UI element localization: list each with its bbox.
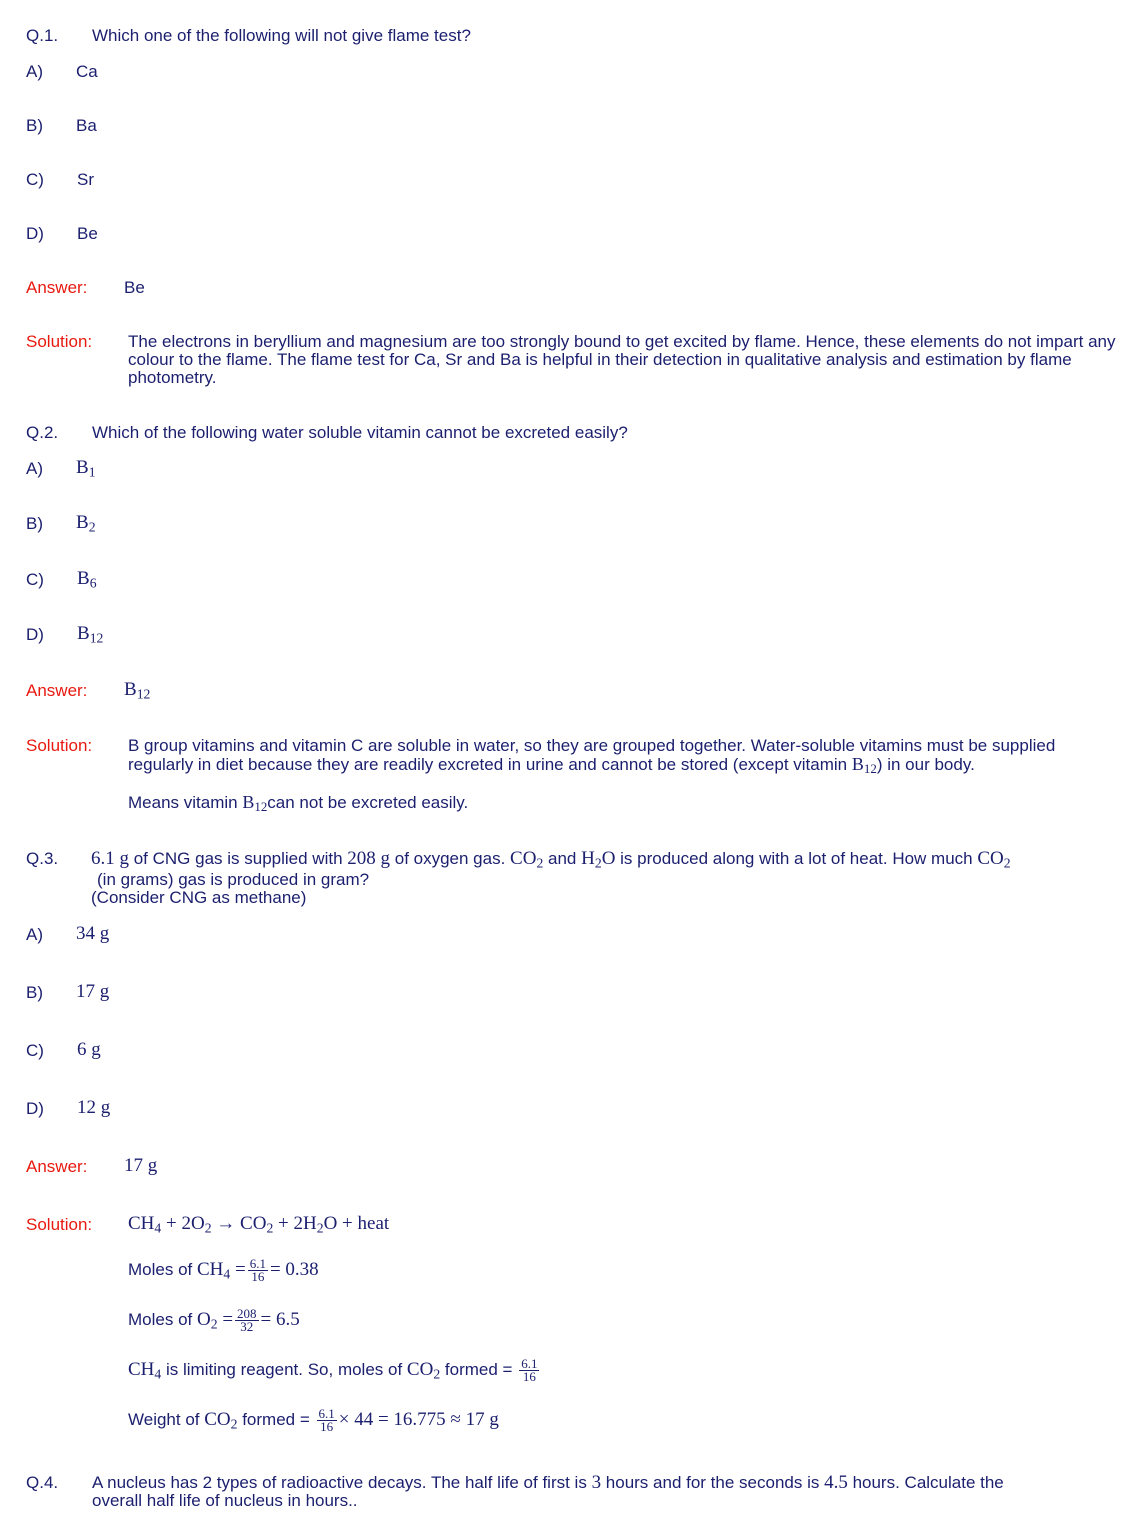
option-label: D) [26, 1099, 44, 1118]
option-value: 6 g [77, 1039, 101, 1060]
option-label: C) [26, 570, 44, 589]
option-label: B) [26, 514, 43, 533]
solution-text: The electrons in beryllium and magnesium are too strongly bound to get excited by flame. Hence, these elements do not impart any colour to the flame. The flame test for Ca, Sr and Ba is helpful in their detection in qualitative analysis and estimation by flame photometry. [128, 332, 1116, 387]
answer-label: Answer: [26, 681, 88, 700]
question-text: (Consider CNG as methane) [91, 888, 307, 907]
option-value: $B_6$ [77, 568, 97, 591]
option-value: Ba [76, 116, 97, 135]
solution-step: Moles of $O_2$ = $\frac{208}{32}$ = 6.5 [128, 1306, 300, 1335]
option-label: A) [26, 62, 43, 81]
solution-step: Moles of $CH_4$ = $\frac{6.1}{16}$ = 0.38 [128, 1256, 319, 1285]
solution-text: Means vitamin $B_{12}can$ not be excreted easily. [128, 792, 469, 815]
answer-value: 17 g [124, 1155, 158, 1176]
option-value: Be [77, 224, 98, 243]
option-value: Ca [76, 62, 98, 81]
answer-label: Answer: [26, 1157, 88, 1176]
solution-label: Solution: [26, 332, 93, 351]
question-number: Q.2. [26, 423, 59, 442]
option-value: 34 g [76, 923, 110, 944]
question-number: Q.4. [26, 1473, 59, 1492]
option-label: A) [26, 925, 43, 944]
option-label: D) [26, 224, 44, 243]
answer-value: Be [124, 278, 145, 297]
solution-step: $CH_4$ is limiting reagent. So, moles of $CO_2$ formed = $\frac{6.1}{16}$ [128, 1356, 538, 1385]
reaction-equation: $CH_4 + 2O_2 \to CO_2 + 2H_2O$ + heat [128, 1213, 390, 1236]
question-text: Which of the following water soluble vitamin cannot be excreted easily? [92, 423, 628, 442]
option-value: 17 g [76, 981, 110, 1002]
question-number: Q.3. [26, 849, 59, 868]
option-value: $B_1$ [76, 457, 96, 480]
question-text: Which one of the following will not give flame test? [92, 26, 471, 45]
option-value: $B_2$ [76, 512, 96, 535]
option-label: A) [26, 459, 43, 478]
question-text: A nucleus has 2 types of radioactive decays. The half life of first is 3 hours and for the seconds is 4.5 hours. Calculate the [92, 1472, 1004, 1493]
option-label: C) [26, 170, 44, 189]
option-value: $B_{12}$ [77, 623, 104, 646]
solution-step: Weight of $CO_2$ formed = $\frac{6.1}{16}$ × 44 = 16.775 ≈ 17 g [128, 1406, 499, 1435]
solution-label: Solution: [26, 1215, 93, 1234]
option-label: C) [26, 1041, 44, 1060]
answer-label: Answer: [26, 278, 88, 297]
solution-text: B group vitamins and vitamin C are soluble in water, so they are grouped together. Water-soluble vitamins must be supplied regularly in diet because they are readily excreted in urine and cannot be stored (except vitamin $B_{12}$) in our body. [128, 736, 1056, 777]
answer-value: $B_{12}$ [124, 679, 151, 702]
question-number: Q.1. [26, 26, 59, 45]
option-value: Sr [77, 170, 94, 189]
question-text: overall half life of nucleus in hours.. [92, 1491, 358, 1510]
solution-label: Solution: [26, 736, 93, 755]
option-label: B) [26, 116, 43, 135]
question-text: 6.1 g of CNG gas is supplied with 208 g of oxygen gas. $CO_2$ and $H_2O$ is produced along with a lot of heat. How much $CO_2$ [91, 848, 1011, 871]
question-text: (in grams) gas is produced in gram? [97, 870, 370, 889]
option-label: D) [26, 625, 44, 644]
option-value: 12 g [77, 1097, 111, 1118]
option-label: B) [26, 983, 43, 1002]
